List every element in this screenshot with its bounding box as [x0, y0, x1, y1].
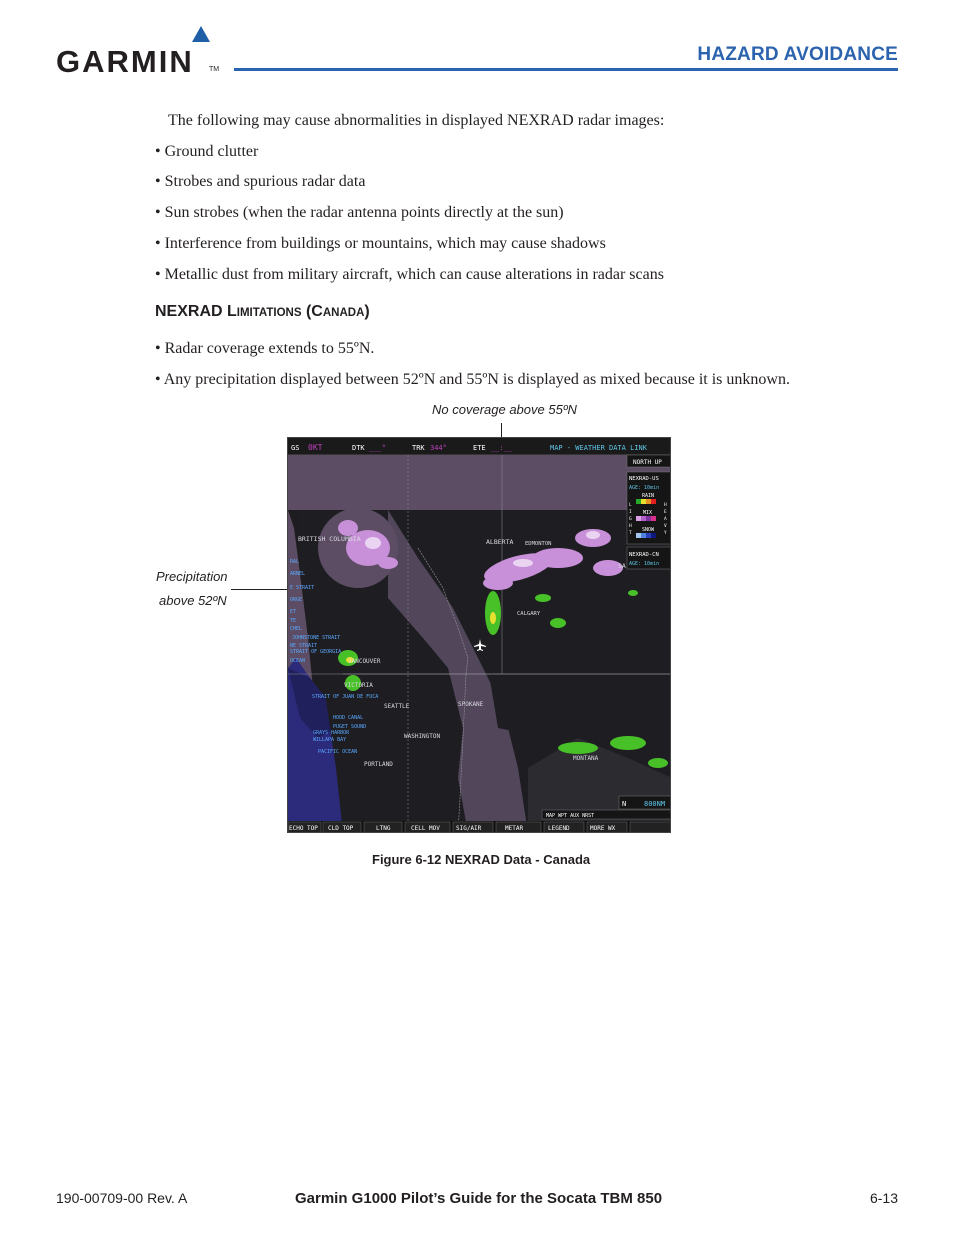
- garmin-logo: [56, 26, 226, 79]
- softkey-more-wx[interactable]: MORE WX: [590, 825, 616, 832]
- label-left-edge: ORGE: [290, 597, 303, 603]
- logo-wordmark: GARMIN: [56, 44, 194, 79]
- label-left-edge: E STRAIT: [290, 585, 315, 591]
- legend-light-letter: G: [629, 517, 632, 522]
- header-rule: [234, 68, 898, 71]
- label-juan-de-fuca: STRAIT OF JUAN DE FUCA: [312, 694, 379, 700]
- label-puget-sound: PUGET SOUND: [333, 724, 367, 730]
- legend-us-title: NEXRAD-US: [629, 476, 659, 482]
- softkey-metar[interactable]: METAR: [505, 825, 524, 832]
- legend-heavy-letter: Y: [664, 531, 667, 536]
- label-portland: PORTLAND: [364, 761, 393, 768]
- north-indicator-icon: N: [622, 800, 627, 808]
- label-montana: MONTANA: [573, 755, 599, 762]
- label-johnstone: JOHNSTONE STRAIT: [292, 635, 341, 641]
- gs-label: GS: [291, 444, 300, 452]
- dtk-value: ___°: [369, 444, 386, 452]
- legend-rain: RAIN: [642, 493, 655, 499]
- mfd-weather-map: [287, 437, 671, 833]
- callout-no-coverage: No coverage above 55ºN: [432, 402, 577, 417]
- subsection-heading: NEXRAD LIMITATIONS (CANADA): [155, 303, 370, 320]
- cause-item: • Sun strobes (when the radar antenna points directly at the sun): [155, 204, 564, 221]
- softkey-ltng[interactable]: LTNG: [376, 825, 391, 832]
- label-seattle: SEATTLE: [384, 703, 410, 710]
- cause-item: • Strobes and spurious radar data: [155, 173, 366, 190]
- legend-light-letter: H: [629, 524, 632, 529]
- label-left-edge: ET: [290, 609, 297, 615]
- no-coverage-zone: [288, 455, 671, 510]
- gs-value: 0KT: [308, 443, 323, 452]
- label-willapa-bay: WILLAPA BAY: [313, 737, 347, 743]
- label-edmonton: EDMONTON: [525, 541, 552, 547]
- label-left-edge: ARNEL: [290, 571, 306, 577]
- legend-us-age: AGE: 10min: [629, 485, 660, 491]
- legend-heavy-letter: V: [664, 524, 667, 529]
- label-alberta: ALBERTA: [486, 538, 514, 546]
- trk-value: 344°: [430, 444, 447, 452]
- label-vancouver: VANCOUVER: [348, 658, 381, 665]
- ete-label: ETE: [473, 444, 486, 452]
- legend-snow: SNOW: [642, 527, 655, 533]
- range-value: 800NM: [644, 800, 666, 808]
- label-sa: SA: [618, 562, 626, 570]
- label-washington: WASHINGTON: [404, 733, 441, 740]
- trk-label: TRK: [412, 444, 425, 452]
- legend-heavy-letter: H: [664, 503, 667, 508]
- label-left-edge: OCEAN: [290, 658, 306, 664]
- callout-precip-line2: above 52ºN: [159, 593, 227, 608]
- intro-paragraph: The following may cause abnormalities in displayed NEXRAD radar images:: [168, 112, 665, 129]
- figure-caption: Figure 6-12 NEXRAD Data - Canada: [372, 852, 591, 867]
- limitation-item: • Any precipitation displayed between 52ºN and 55ºN is displayed as mixed because it is unknown.: [155, 371, 790, 388]
- cause-item: • Interference from buildings or mountains, which may cause shadows: [155, 235, 606, 252]
- label-left-edge: NE STRAIT: [290, 643, 318, 649]
- label-pacific-ocean: PACIFIC OCEAN: [318, 749, 358, 755]
- label-left-edge: CHEL: [290, 626, 303, 632]
- section-title: HAZARD AVOIDANCE: [697, 44, 898, 65]
- softkey-sig-air[interactable]: SIG/AIR: [456, 825, 482, 832]
- label-left-edge: TE: [290, 618, 297, 624]
- label-left-edge: RAL: [290, 559, 300, 565]
- label-hood-canal: HOOD CANAL: [333, 715, 364, 721]
- logo-triangle-icon: [192, 26, 210, 42]
- legend-cn-title: NEXRAD-CN: [629, 552, 659, 558]
- softkey-echo-top[interactable]: ECHO TOP: [289, 825, 318, 832]
- legend-light-letter: T: [629, 531, 632, 536]
- dtk-label: DTK: [352, 444, 365, 452]
- label-bc: BRITISH COLUMBIA: [298, 535, 361, 543]
- legend-cn-age: AGE: 10min: [629, 561, 660, 567]
- legend-light-letter: L: [629, 503, 632, 508]
- page-title: MAP - WEATHER DATA LINK: [550, 444, 647, 452]
- softkey-legend[interactable]: LEGEND: [548, 825, 570, 832]
- legend-heavy-letter: A: [664, 517, 667, 522]
- label-victoria: VICTORIA: [344, 682, 373, 689]
- label-georgia: STRAIT OF GEORGIA: [290, 649, 342, 655]
- softkey-cld-top[interactable]: CLD TOP: [328, 825, 354, 832]
- page-group-status: MAP WPT AUX NRST: [546, 813, 595, 819]
- footer-page-number: 6-13: [869, 1190, 898, 1206]
- legend-mix: MIX: [643, 510, 653, 516]
- legend-heavy-letter: E: [664, 510, 667, 515]
- footer-doc-number: 190-00709-00 Rev. A: [56, 1190, 188, 1206]
- cause-item: • Ground clutter: [155, 143, 259, 160]
- callout-precip-line1: Precipitation: [156, 569, 228, 584]
- footer-title: Garmin G1000 Pilot’s Guide for the Socata TBM 850: [295, 1190, 663, 1207]
- limitation-item: • Radar coverage extends to 55ºN.: [155, 340, 375, 357]
- logo-trademark: TM: [209, 66, 220, 73]
- label-grays-harbor: GRAYS HARBOR: [313, 730, 350, 736]
- legend-light-letter: I: [629, 510, 632, 515]
- ete-value: __:__: [491, 444, 513, 452]
- orientation-label: NORTH UP: [633, 459, 662, 466]
- softkey-cell-mov[interactable]: CELL MOV: [411, 825, 440, 832]
- cause-item: • Metallic dust from military aircraft, which can cause alterations in radar scans: [155, 266, 664, 283]
- label-calgary: CALGARY: [517, 611, 541, 617]
- label-spokane: SPOKANE: [458, 701, 484, 708]
